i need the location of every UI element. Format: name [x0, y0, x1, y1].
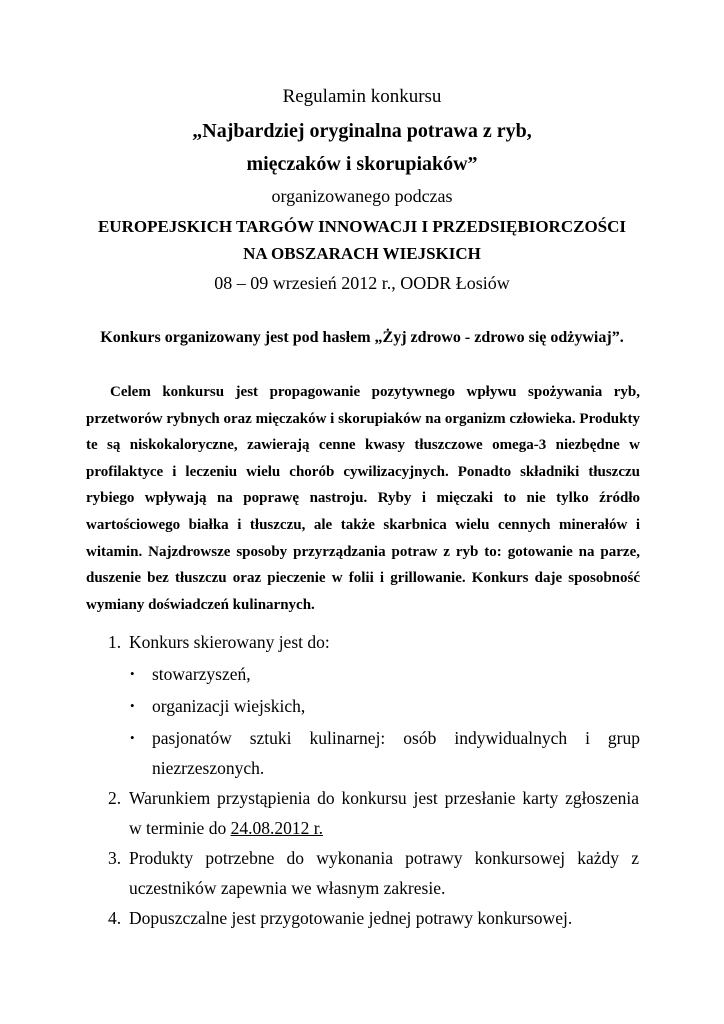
rule-text: Warunkiem przystąpienia do konkursu jest przesłanie karty zgłoszenia: [129, 788, 639, 808]
deadline-prefix: w terminie do: [129, 818, 231, 838]
date-and-place: 08 – 09 wrzesień 2012 r., OODR Łosiów: [214, 273, 510, 293]
bullet-text: pasjonatów sztuki kulinarnej: osób indywidualnych i grup: [152, 728, 640, 748]
event-name-line2: NA OBSZARACH WIEJSKICH: [243, 244, 481, 263]
rule-number: 2.: [108, 788, 122, 808]
rule-text-continued: uczestników zapewnia we własnym zakresie.: [129, 878, 446, 898]
bullet-icon: •: [130, 666, 135, 681]
bullet-icon: •: [130, 698, 135, 713]
rule-text: Dopuszczalne jest przygotowanie jednej potrawy konkursowej.: [129, 908, 573, 928]
bullet-text: stowarzyszeń,: [152, 664, 251, 684]
rule-number: 1.: [108, 632, 122, 652]
contest-slogan: Konkurs organizowany jest pod hasłem „Żyj zdrowo - zdrowo się odżywiaj”.: [100, 329, 624, 346]
contest-name-line2: mięczaków i skorupiaków”: [246, 153, 478, 175]
bullet-text: organizacji wiejskich,: [152, 696, 306, 716]
deadline-date: 24.08.2012 r.: [230, 818, 323, 838]
rule-number: 4.: [108, 908, 122, 928]
rule-number: 3.: [108, 848, 122, 868]
document-title: Regulamin konkursu: [282, 86, 442, 107]
bullet-text-continued: niezrzeszonych.: [152, 758, 265, 778]
rule-text-continued: [129, 818, 639, 839]
rule-text: Produkty potrzebne do wykonania potrawy konkursowej każdy z: [129, 848, 639, 868]
intro-paragraph: Celem konkursu jest propagowanie pozytywnego wpływu spożywania ryb, przetworów rybnych oraz mięczaków i skorupiaków na organizm człowieka. Produkty te są niskokaloryczne, zawierają cenne kwasy tłuszczowe omega-3 niezbędne w profilaktyce i leczeniu wielu chorób cywilizacyjnych. Ponadto składniki tłuszczu rybiego wpływają na poprawę nastroju. Ryby i mięczaki to nie tylko źródło wartościowego białka i tłuszczu, ale także skarbnica wielu cennych minerałów i witamin. Najzdrowsze sposoby przyrządzania potraw z ryb to: gotowanie na parze, duszenie bez tłuszczu oraz pieczenie w folii i grillowanie. Konkurs daje sposobność wymiany doświadczeń kulinarnych.: [86, 384, 640, 613]
rule-text: Konkurs skierowany jest do:: [129, 632, 330, 652]
bullet-icon: •: [130, 730, 135, 745]
event-name-line1: EUROPEJSKICH TARGÓW INNOWACJI I PRZEDSIĘBIORCZOŚCI: [97, 217, 627, 236]
organized-during: organizowanego podczas: [271, 186, 453, 206]
contest-name-line1: „Najbardziej oryginalna potrawa z ryb,: [192, 120, 532, 142]
